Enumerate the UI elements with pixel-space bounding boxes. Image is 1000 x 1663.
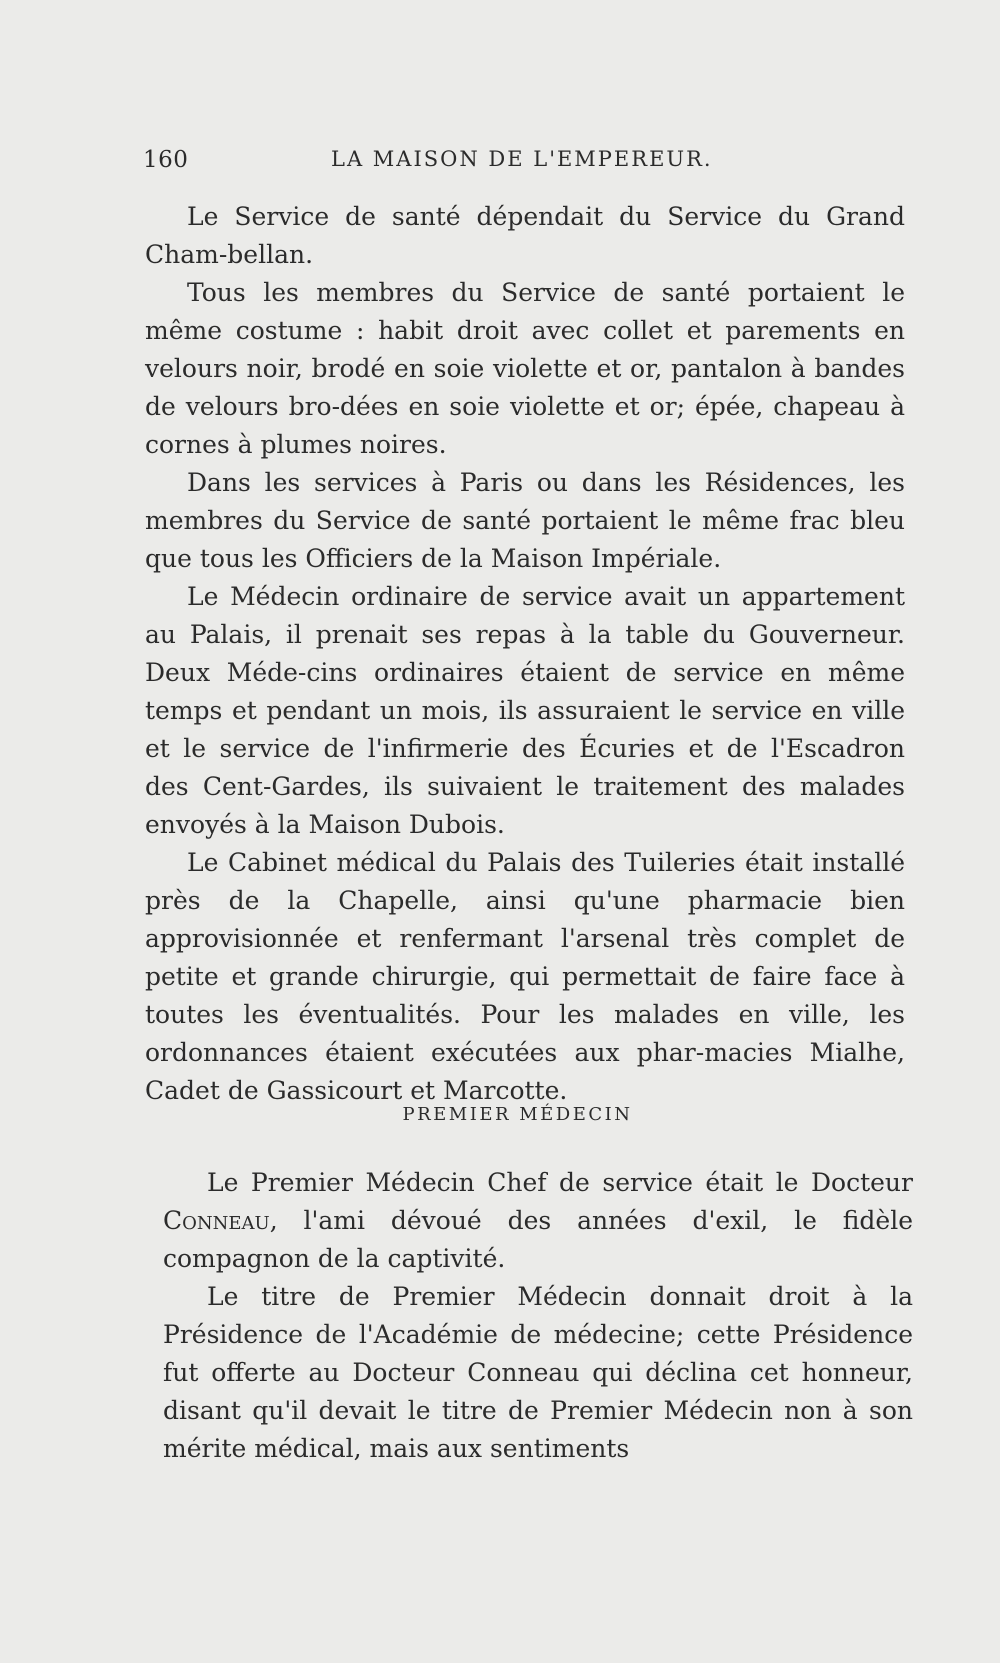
running-head	[143, 147, 905, 181]
premier-medecin-text-end: , l'ami dévoué des années d'exil, le fidèle compagnon de la captivité.	[163, 1206, 913, 1273]
paragraph-cabinet-medical: Le Cabinet médical du Palais des Tuileries était installé près de la Chapelle, ainsi qu'une pharmacie bien approvisionnée et renfermant l'arsenal très complet de petite et grande chirurgie, qui permettait de faire face à toutes les éventualités. Pour les malades en ville, les ordonnances étaient exécutées aux phar-macies Mialhe, Cadet de Gassicourt et Marcotte.	[145, 848, 905, 1105]
section-heading: PREMIER MÉDECIN	[402, 1104, 633, 1125]
section-body-text	[163, 1164, 913, 1468]
paragraph-academie: Le titre de Premier Médecin donnait droit à la Présidence de l'Académie de médecine; cette Présidence fut offerte au Docteur Conneau qui déclina cet honneur, disant qu'il devait le titre de Premier Médecin non à son mérite médical, mais aux sentiments	[163, 1282, 913, 1463]
premier-medecin-text-start: Le Premier Médecin Chef de service était le Docteur	[207, 1168, 913, 1197]
running-title: LA MAISON DE L'EMPEREUR.	[331, 147, 713, 171]
paragraph-costume: Tous les membres du Service de santé portaient le même costume : habit droit avec collet et parements en velours noir, brodé en soie violette et or, pantalon à bandes de velours bro-dées en soie violette et or; épée, chapeau à cornes à plumes noires.	[145, 278, 905, 459]
paragraph-premier-medecin	[163, 1164, 913, 1278]
conneau-name: Conneau	[163, 1206, 270, 1235]
page-number: 160	[143, 147, 189, 173]
body-text	[145, 198, 905, 1110]
paragraph-medecin-ordinaire: Le Médecin ordinaire de service avait un appartement au Palais, il prenait ses repas à la table du Gouverneur. Deux Méde-cins ordinaires étaient de service en même temps et pendant un mois, ils assuraient le service en ville et le service de l'infirmerie des Écuries et de l'Escadron des Cent-Gardes, ils suivaient le traitement des malades envoyés à la Maison Dubois.	[145, 582, 905, 839]
paragraph-frac-bleu: Dans les services à Paris ou dans les Résidences, les membres du Service de santé portaient le même frac bleu que tous les Officiers de la Maison Impériale.	[145, 468, 905, 573]
paragraph-service-sante: Le Service de santé dépendait du Service du Grand Cham-bellan.	[145, 202, 905, 269]
